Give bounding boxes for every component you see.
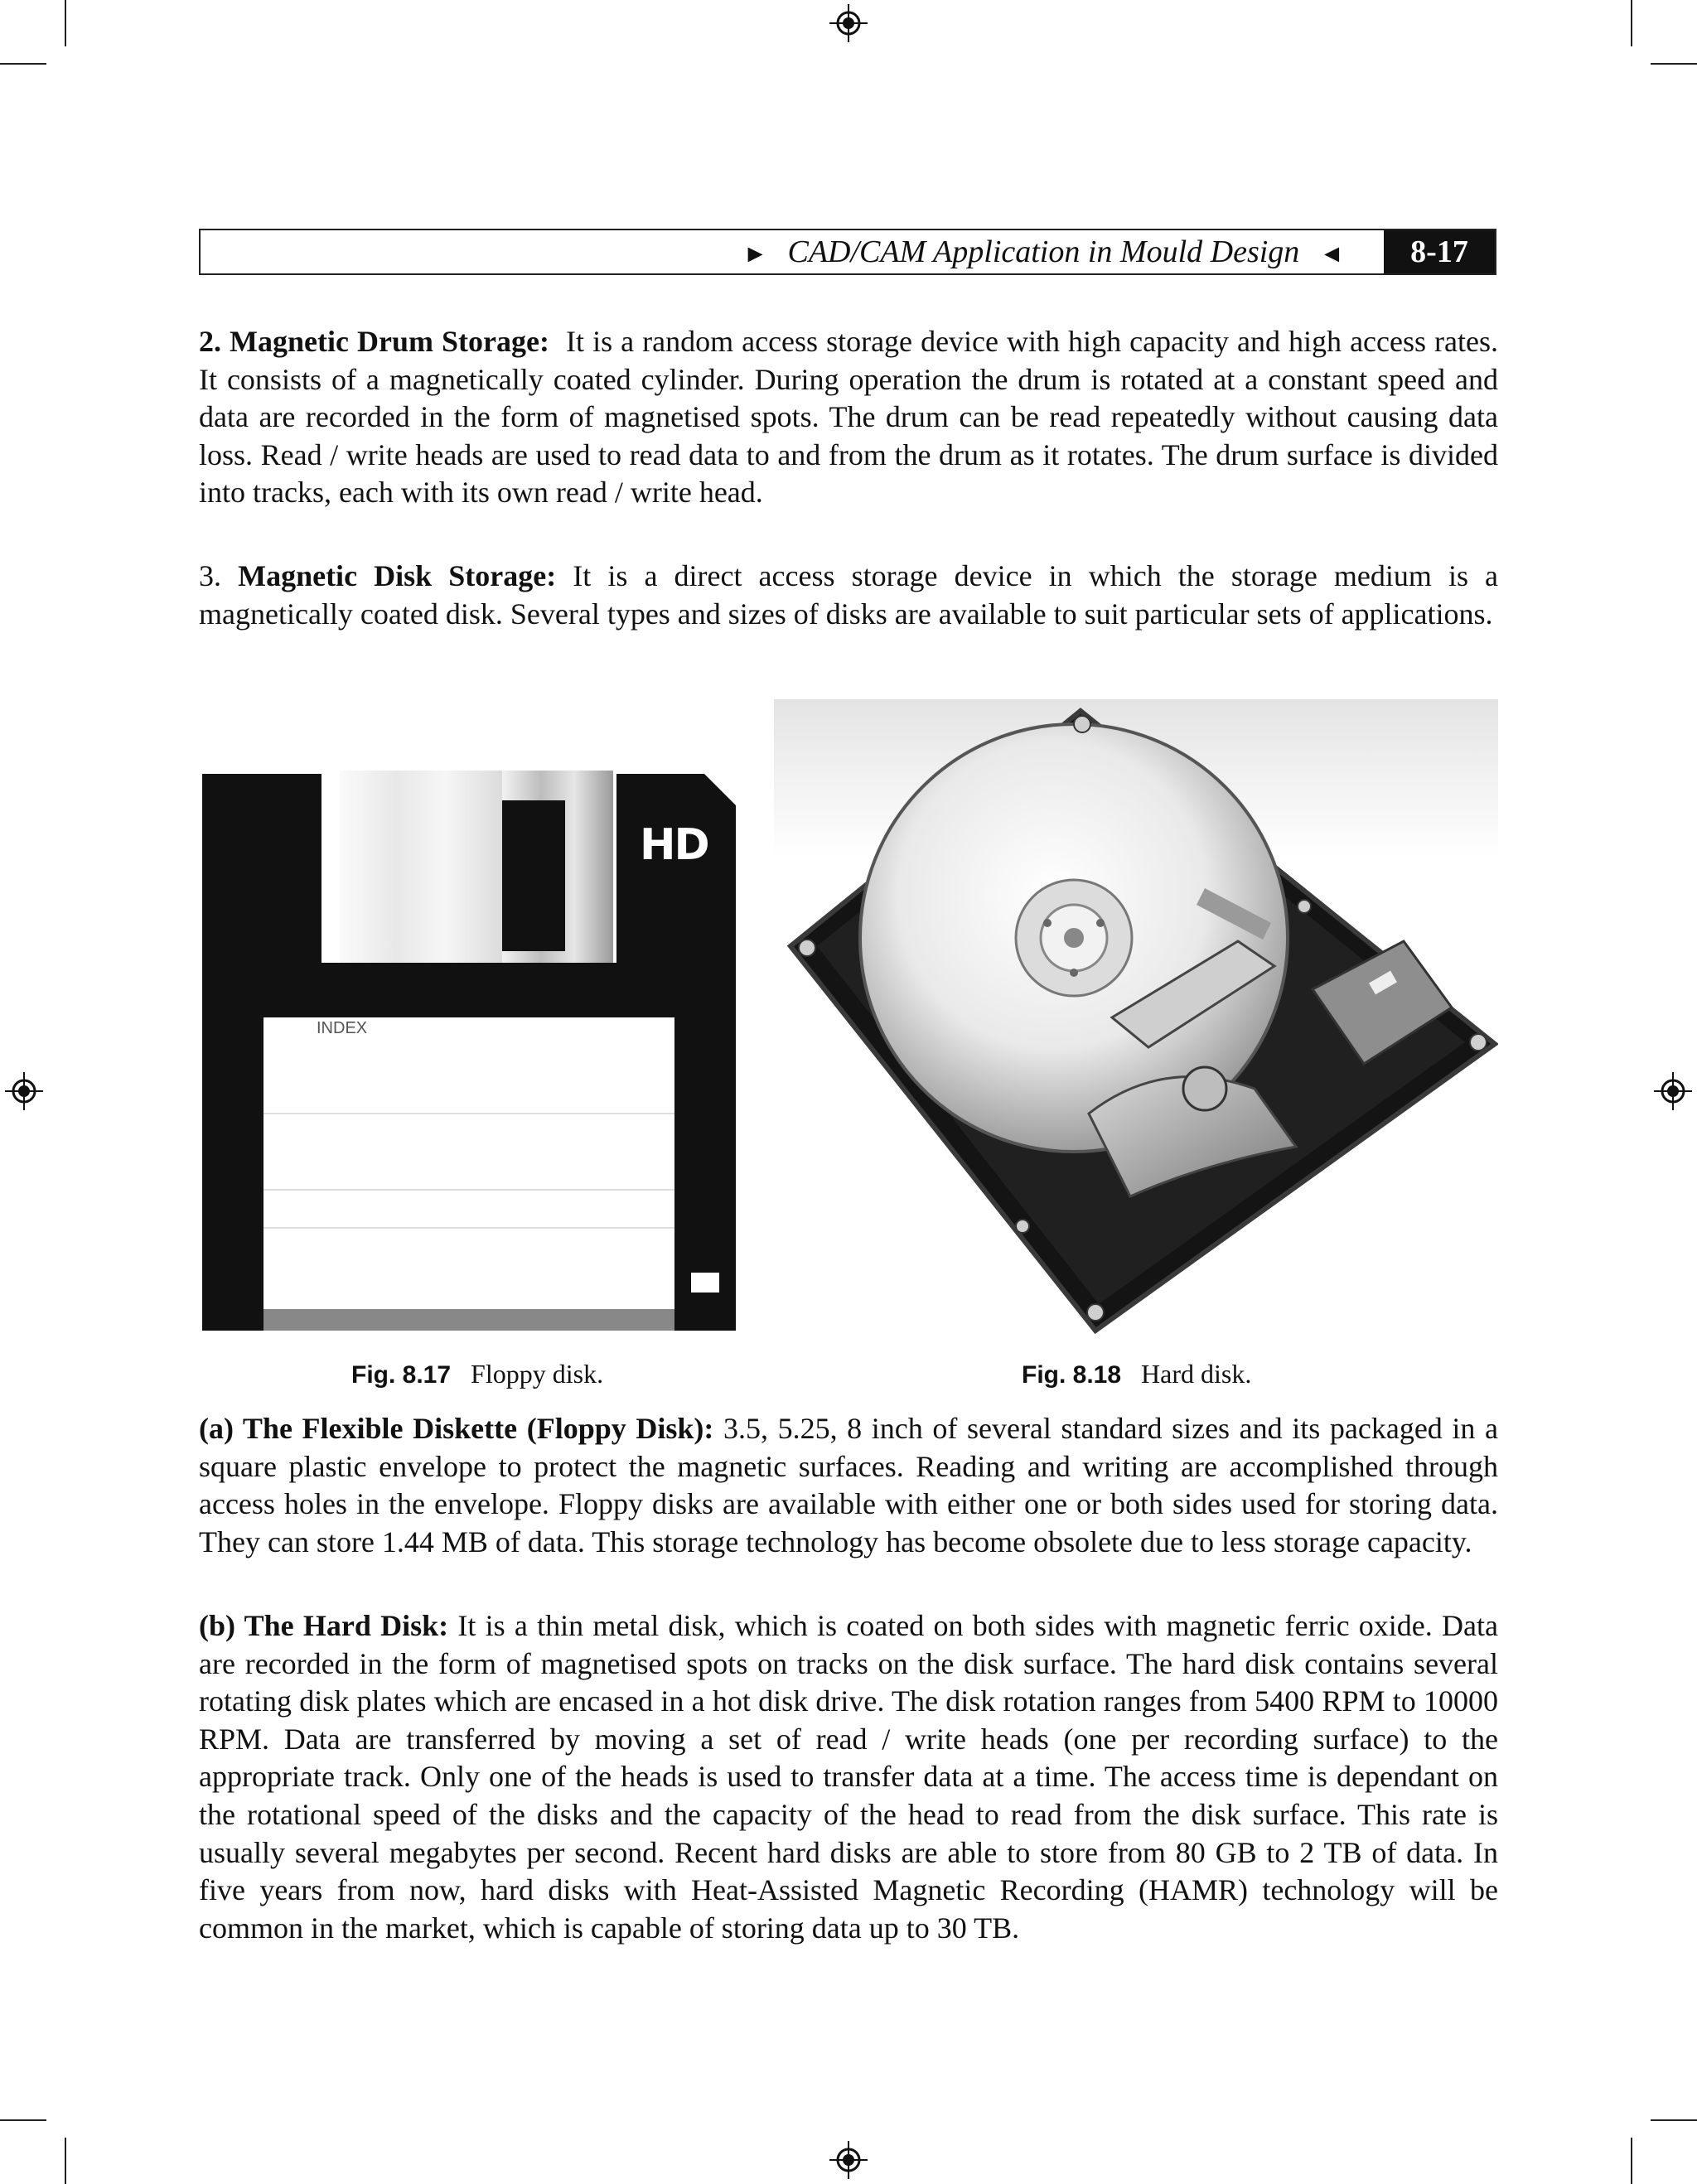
figure-caption-floppy bbox=[351, 1359, 603, 1389]
figure-caption-text: Floppy disk. bbox=[471, 1359, 604, 1389]
registration-mark-icon bbox=[829, 2141, 868, 2179]
crop-mark bbox=[1651, 2119, 1697, 2121]
paragraph-lead: (b) The Hard Disk: bbox=[199, 1609, 449, 1642]
registration-mark-icon bbox=[5, 1072, 43, 1110]
paragraph-text: It is a random access storage device with high capacity and high access rates. It consists of a magnetically coated cylinder. During operation the drum is rotated at a constant speed and data are recorded in the form of magnetised spots. The drum can be read repeatedly without causing data loss. Read / write heads are used to read data to and from the drum as it rotates. The drum surface is divided into tracks, each with its own read / write head. bbox=[199, 325, 1499, 510]
floppy-label bbox=[263, 1017, 674, 1331]
right-triangle-icon: ► bbox=[742, 240, 768, 268]
figure-caption-hard bbox=[1022, 1359, 1251, 1389]
paragraph-text: It is a thin metal disk, which is coated on both sides with magnetic ferric oxide. Data are recorded in the form of magnetised spots on tracks on the disk surface. The hard disk contains several rotating disk plates which are encased in a hot disk drive. The disk rotation ranges from 5400 RPM to 10000 RPM. Data are transferred by moving a set of read / write heads (one per recording surface) to the appropriate track. Only one of the heads is used to transfer data at a time. The access time is dependant on the rotational speed of the disks and the capacity of the head to read from the disk surface. This rate is usually several megabytes per second. Recent hard disks are able to store from 80 GB to 2 TB of data. In five years from now, hard disks with Heat-Assisted Magnetic Recording (HAMR) technology will be common in the market, which is capable of storing data up to 30 TB. bbox=[199, 1609, 1498, 1945]
chapter-title bbox=[723, 230, 1364, 273]
paragraph-text: 3.5, 5.25, 8 inch of several standard sizes and its packaged in a square plastic envelope to protect the magnetic surfaces. Reading and writing are accomplished through access holes in the envelope. Floppy disks are available with either one or both sides used for storing data. They can store 1.44 MB of data. This storage technology has become obsolete due to less storage capacity. bbox=[199, 1412, 1498, 1558]
crop-mark bbox=[65, 0, 66, 46]
paragraph-floppy-disk bbox=[199, 1410, 1498, 1561]
paragraph-drum-storage bbox=[199, 323, 1498, 512]
floppy-access-window bbox=[502, 800, 565, 951]
page-number: 8-17 bbox=[1384, 230, 1495, 273]
figure-number: Fig. 8.18 bbox=[1022, 1361, 1122, 1389]
crop-mark bbox=[1651, 63, 1697, 65]
crop-mark bbox=[0, 63, 46, 65]
paragraph-number: 3. bbox=[199, 559, 221, 592]
crop-mark bbox=[1631, 2138, 1632, 2184]
figure-caption-text: Hard disk. bbox=[1141, 1359, 1252, 1389]
crop-mark bbox=[65, 2138, 66, 2184]
write-protect-tab bbox=[691, 1273, 719, 1293]
crop-mark bbox=[0, 2119, 46, 2121]
running-header bbox=[199, 229, 1496, 275]
pivot bbox=[1183, 1067, 1226, 1110]
chapter-title-text: CAD/CAM Application in Mould Design bbox=[787, 234, 1300, 269]
paragraph-hard-disk bbox=[199, 1607, 1498, 1947]
paragraph-lead: Magnetic Disk Storage: bbox=[238, 559, 557, 592]
left-triangle-icon: ◄ bbox=[1319, 240, 1344, 268]
paragraph-text: It is a direct access storage device in which the storage medium is a magnetically coated disk. Several types and sizes of disks are available to suit particular sets of applications. bbox=[199, 559, 1499, 631]
hd-label: HD bbox=[640, 820, 708, 870]
figure-number: Fig. 8.17 bbox=[351, 1361, 452, 1389]
registration-mark-icon bbox=[1654, 1072, 1692, 1110]
paragraph-lead: 2. Magnetic Drum Storage: bbox=[199, 325, 549, 358]
paragraph-disk-storage bbox=[199, 558, 1498, 633]
index-label: INDEX bbox=[317, 1019, 368, 1037]
hard-disk-illustration bbox=[774, 699, 1498, 1334]
crop-mark bbox=[1631, 0, 1632, 46]
paragraph-lead: (a) The Flexible Diskette (Floppy Disk): bbox=[199, 1412, 714, 1445]
registration-mark-icon bbox=[829, 4, 868, 42]
